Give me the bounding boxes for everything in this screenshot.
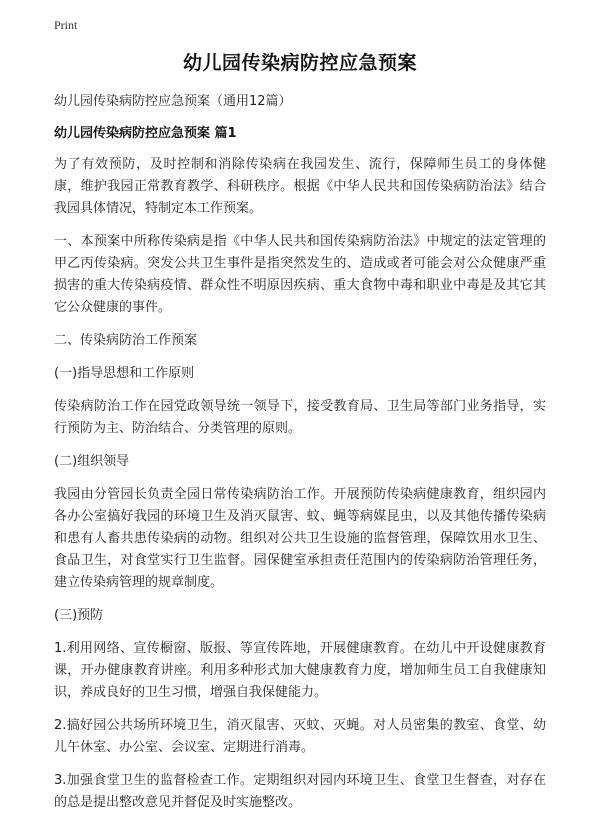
paragraph-prevention-2: 2.搞好园公共场所环境卫生，消灭鼠害、灭蚊、灭蝇。对人员密集的教室、食堂、幼儿午休室、办公室、会议室、定期进行消毒。 (54, 718, 546, 755)
paragraph-prevention-1: 1.利用网络、宣传橱窗、版报、等宣传阵地，开展健康教育。在幼儿中开设健康教育课，开办健康教育讲座。利用多种形式加大健康教育力度，增加师生员工自我健康知识，养成良好的卫生习惯，增强自我保健能力。 (54, 641, 546, 700)
paragraph-organization: 我园由分管园长负责全园日常传染病防治工作。开展预防传染病健康教育，组织园内各办公室搞好我园的环境卫生及消灭鼠害、蚊、蝇等病媒昆虫，以及其他传播传染病和患有人畜共患传染病的动物。组织对公共卫生设施的监督管理，保障饮用水卫生、食品卫生，对食堂实行卫生监督。园保健室承担责任范围内的传染病防治管理任务，建立传染病管理的规章制度。 (54, 487, 546, 590)
heading-work-plan: 二、传染病防治工作预案 (54, 333, 198, 348)
heading-guiding-principles: (一)指导思想和工作原则 (54, 366, 195, 381)
heading-organization: (二)组织领导 (54, 454, 130, 469)
document-subtitle: 幼儿园传染病防控应急预案（通用12篇） (54, 94, 292, 109)
paragraph-guiding-principles: 传染病防治工作在园党政领导统一领导下，接受教育局、卫生局等部门业务指导，实行预防为主、防治结合、分类管理的原则。 (54, 399, 546, 436)
heading-prevention: (三)预防 (54, 608, 104, 623)
document-title: 幼儿园传染病防控应急预案 (182, 52, 417, 74)
paragraph-definition: 一、本预案中所称传染病是指《中华人民共和国传染病防治法》中规定的法定管理的甲乙丙传染病。突发公共卫生事件是指突然发生的、造成或者可能会对公众健康严重损害的重大传染病疫情、群众性不明原因疾病、重大食物中毒和职业中毒是及其它其它公众健康的事件。 (54, 234, 546, 315)
section-heading: 幼儿园传染病防控应急预案 篇1 (54, 126, 237, 141)
paragraph-prevention-3: 3.加强食堂卫生的监督检查工作。定期组织对园内环境卫生、食堂卫生督查，对存在的总是提出整改意见并督促及时实施整改。 (54, 773, 546, 810)
paragraph-intro: 为了有效预防，及时控制和消除传染病在我园发生、流行，保障师生员工的身体健康，维护我园正常教育教学、科研秩序。根据《中华人民共和国传染病防治法》结合我园具体情况，特制定本工作预案。 (54, 157, 546, 216)
print-link[interactable]: Print (54, 18, 78, 32)
document-body (54, 50, 546, 825)
